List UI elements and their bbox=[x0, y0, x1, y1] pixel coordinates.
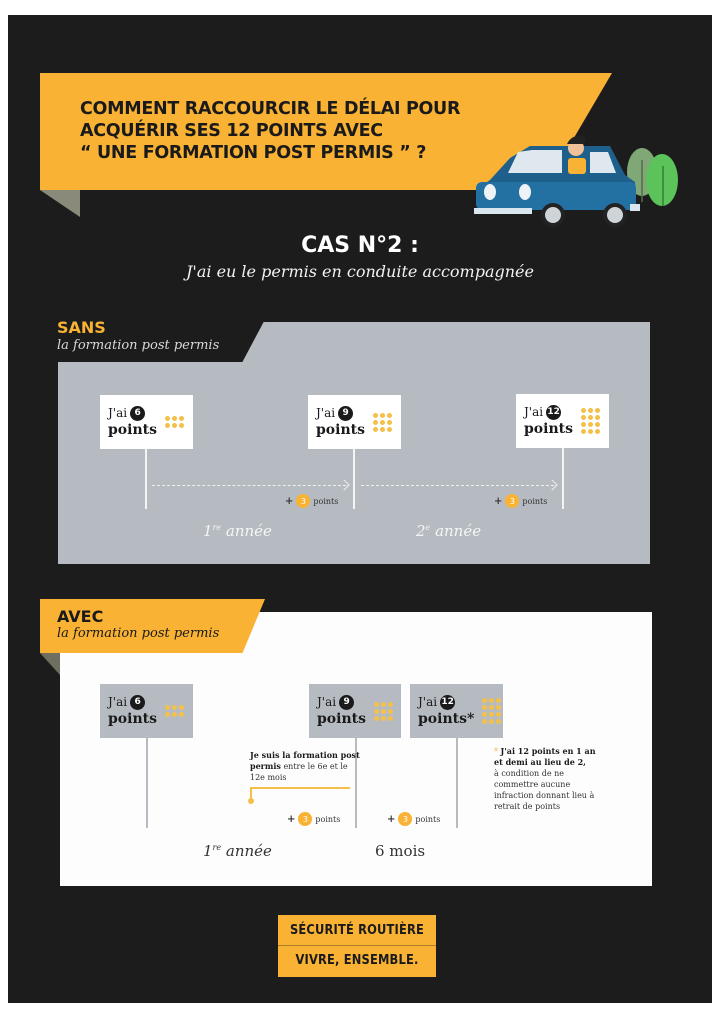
sign-points-text: points bbox=[524, 421, 573, 437]
title-line-2: ACQUÉRIR SES 12 POINTS AVEC bbox=[80, 121, 383, 141]
sign-points-text: points* bbox=[418, 711, 475, 727]
points-dots-icon bbox=[165, 416, 184, 428]
sans-sign-9-points bbox=[308, 395, 401, 449]
timeline-arrow bbox=[361, 485, 554, 486]
footnote bbox=[494, 746, 604, 812]
points-dots-icon bbox=[581, 408, 600, 434]
footnote-bold: J'ai 12 points en 1 an et demi au lieu de 2, bbox=[494, 746, 596, 767]
period-label: année bbox=[225, 522, 272, 540]
sign-points-text: points bbox=[108, 711, 157, 727]
plus-sign: + bbox=[387, 813, 396, 825]
training-period-line bbox=[250, 787, 350, 789]
sign-jai-text: J'ai bbox=[418, 695, 438, 709]
points-number-badge: 9 bbox=[339, 695, 354, 710]
period-second-year bbox=[416, 522, 481, 540]
logo-divider bbox=[278, 945, 436, 946]
sign-pole bbox=[145, 449, 147, 509]
sign-jai-text: J'ai bbox=[108, 406, 128, 420]
sign-points-text: points bbox=[316, 422, 365, 438]
period-label: année bbox=[225, 842, 272, 860]
title-line-1: COMMENT RACCOURCIR LE DÉLAI POUR bbox=[80, 99, 461, 119]
sans-sublabel: la formation post permis bbox=[57, 338, 220, 353]
training-note-bold: Je suis la formation post permis bbox=[250, 750, 360, 771]
sign-pole bbox=[146, 738, 148, 828]
footnote-rest: à condition de ne commettre aucune infraction donnant lieu à retrait de points bbox=[494, 769, 595, 811]
period-first-year bbox=[203, 522, 272, 540]
sign-points-text: points bbox=[108, 422, 157, 438]
period-sup: re bbox=[212, 843, 222, 852]
sans-sign-6-points bbox=[100, 395, 193, 449]
title-line-3: “ UNE FORMATION POST PERMIS ” ? bbox=[80, 143, 427, 163]
gain-badge: 3 bbox=[298, 812, 312, 826]
period-six-months: 6 mois bbox=[375, 842, 426, 860]
points-number-badge: 12 bbox=[440, 695, 455, 710]
sign-jai-text: J'ai bbox=[524, 405, 544, 419]
gain-unit: points bbox=[415, 814, 441, 824]
plus-sign: + bbox=[494, 495, 503, 507]
sign-pole bbox=[562, 448, 564, 509]
points-dots-icon bbox=[482, 698, 501, 724]
case-subtitle: J'ai eu le permis en conduite accompagnée bbox=[186, 262, 534, 281]
avec-sign-12-points bbox=[410, 684, 503, 738]
avec-label: AVEC bbox=[57, 607, 104, 626]
case-title: CAS N°2 : bbox=[301, 233, 419, 258]
plus-sign: + bbox=[287, 813, 296, 825]
sign-jai-text: J'ai bbox=[108, 695, 128, 709]
training-start-dot bbox=[248, 798, 254, 804]
period-sup: e bbox=[425, 523, 431, 532]
points-number-badge: 6 bbox=[130, 406, 145, 421]
sign-points-text: points bbox=[317, 711, 366, 727]
gain-badge: 3 bbox=[296, 494, 310, 508]
footnote-star: * bbox=[494, 747, 498, 756]
points-number-badge: 12 bbox=[546, 405, 561, 420]
logo-line-2: VIVRE, ENSEMBLE. bbox=[295, 952, 419, 968]
points-dots-icon bbox=[165, 705, 184, 717]
gain-badge: 3 bbox=[398, 812, 412, 826]
points-number-badge: 9 bbox=[338, 406, 353, 421]
plus-sign: + bbox=[285, 495, 294, 507]
period-num: 2 bbox=[416, 522, 426, 540]
training-note-rest: entre le 6e et le 12e mois bbox=[250, 762, 348, 782]
gain-plus-3-points bbox=[287, 812, 340, 826]
period-label: année bbox=[435, 522, 482, 540]
sign-jai-text: J'ai bbox=[316, 406, 336, 420]
sans-label: SANS bbox=[57, 318, 106, 337]
car-with-driver-icon bbox=[470, 130, 690, 230]
avec-sublabel: la formation post permis bbox=[57, 626, 220, 641]
gain-unit: points bbox=[313, 496, 339, 506]
avec-sign-6-points bbox=[100, 684, 193, 738]
gain-plus-3-points bbox=[387, 812, 440, 826]
timeline-arrow bbox=[152, 485, 346, 486]
period-first-year bbox=[203, 842, 272, 860]
points-number-badge: 6 bbox=[130, 695, 145, 710]
period-num: 1 bbox=[203, 842, 213, 860]
securite-routiere-logo bbox=[278, 915, 436, 977]
points-dots-icon bbox=[373, 413, 392, 432]
avec-sign-9-points bbox=[309, 684, 401, 738]
sign-pole bbox=[456, 738, 458, 828]
sans-sign-12-points bbox=[516, 394, 609, 448]
points-dots-icon bbox=[374, 702, 393, 721]
sign-pole bbox=[353, 449, 355, 509]
gain-unit: points bbox=[522, 496, 548, 506]
gain-plus-3-points bbox=[494, 494, 547, 508]
gain-unit: points bbox=[315, 814, 341, 824]
gain-plus-3-points bbox=[285, 494, 338, 508]
period-sup: re bbox=[212, 523, 222, 532]
training-note bbox=[250, 750, 360, 783]
gain-badge: 3 bbox=[505, 494, 519, 508]
logo-line-1: SÉCURITÉ ROUTIÈRE bbox=[289, 922, 425, 938]
sign-jai-text: J'ai bbox=[317, 695, 337, 709]
period-num: 1 bbox=[203, 522, 213, 540]
